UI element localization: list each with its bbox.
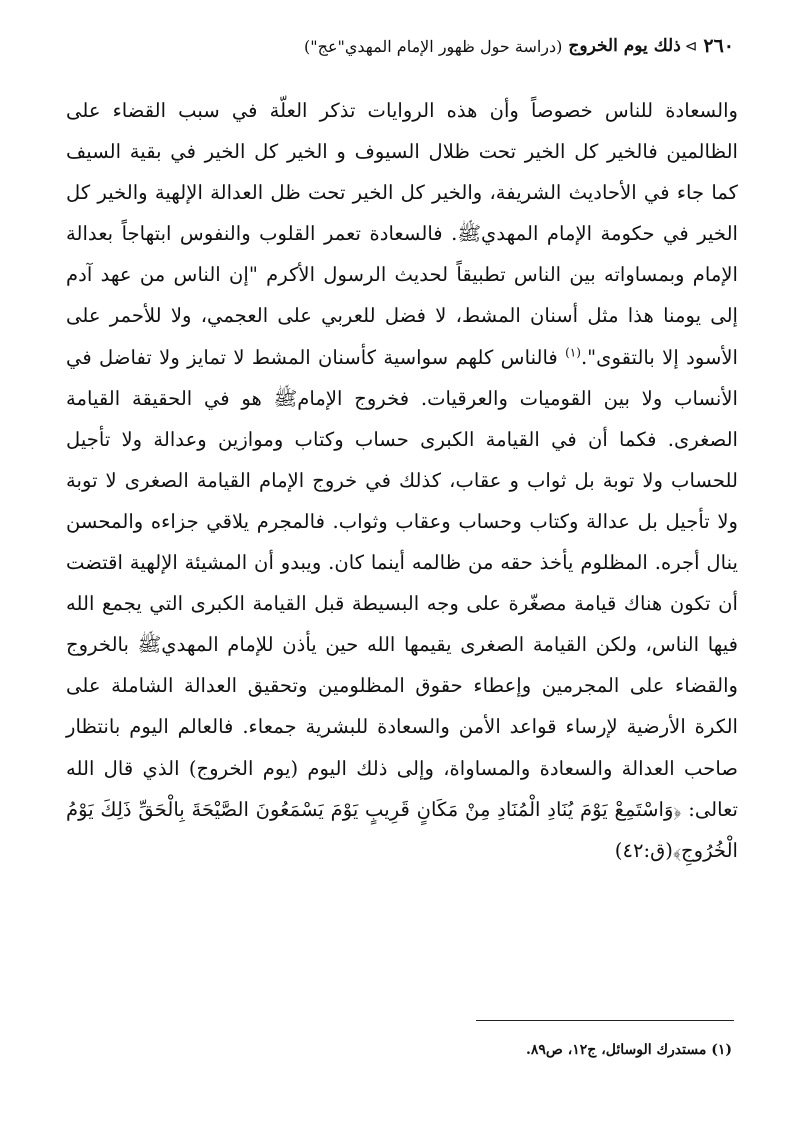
paragraph-continuation: فالناس كلهم سواسية كأسنان المشط لا تمايز ولا تفاضل في الأنساب ولا بين القوميات والعرقيات. فخروج الإمامﷺ هو في الحقيقة القيامة الصغرى. فكما أن في القيامة الكبرى حساب وكتاب وموازين وعدالة ولا تأجيل للحساب ولا توبة بل ثواب و عقاب، كذلك في خروج الإمام القيامة الصغرى لا توبة ولا تأجيل بل عدالة وكتاب وحساب وعقاب وثواب. فالمجرم يلاقي جزاءه والمحسن ينال أجره. المظلوم يأخذ حقه من ظالمه أينما كان. ويبدو أن المشيئة الإلهية اقتضت أن تكون هناك قيامة مصغّرة على وجه البسيطة قبل القيامة الكبرى التي يجمع الله فيها الناس، ولكن القيامة الصغرى يقيمها الله حين يأذن للإمام المهديﷺ بالخروج والقضاء على المجرمين وإعطاء حقوق المظلومين وتحقيق العدالة الشاملة على الكرة الأرضية لإرساء قواعد الأمن والسعادة للبشرية جمعاء. فالعالم اليوم بانتظار صاحب العدالة والسعادة والمساواة، وإلى ذلك اليوم (يوم الخروج) الذي قال الله تعالى: xyxy=(66,345,739,821)
body-text xyxy=(66,90,738,871)
page-number: ٢٦٠ xyxy=(703,35,734,57)
main-paragraph xyxy=(66,90,738,871)
header-marker: ⊳ xyxy=(684,37,698,55)
running-header xyxy=(70,28,734,64)
verse-reference: (ق:٤٢) xyxy=(614,838,673,862)
footnote: (١) مستدرك الوسائل، ج١٢، ص٨٩. xyxy=(526,1042,732,1058)
footnote-separator xyxy=(476,1020,734,1021)
book-title: (دراسة حول ظهور الإمام المهدي"عج") xyxy=(304,36,563,56)
paragraph-text: والسعادة للناس خصوصاً وأن هذه الروايات تذكر العلّة في سبب القضاء على الظالمين فالخير كل الخير تحت ظلال السيوف و الخير كل الخير في بقية السيف كما جاء في الأحاديث الشريفة، والخير كل الخير تحت ظل العدالة الإلهية والخير كل الخير في حكومة الإمام المهديﷺ. فالسعادة تعمر القلوب والنفوس ابتهاجاً بعدالة الإمام وبمساواته بين الناس تطبيقاً لحديث الرسول الأكرم "إن الناس من عهد آدم إلى يومنا هذا مثل أسنان المشط، لا فضل للعربي على العجمي، ولا للأحمر على الأسود إلا بالتقوى". xyxy=(66,99,738,369)
chapter-title: ذلك يوم الخروج xyxy=(568,36,681,56)
quran-verse: ﴿وَاسْتَمِعْ يَوْمَ يُنَادِ الْمُنَادِ مِنْ مَكَانٍ قَرِيبٍ يَوْمَ يَسْمَعُونَ الصَّيْحَةَ بِالْحَقِّ ذَلِكَ يَوْمُ الْخُرُوجِ﴾ xyxy=(66,797,738,862)
footnote-reference: (١) xyxy=(565,345,581,360)
